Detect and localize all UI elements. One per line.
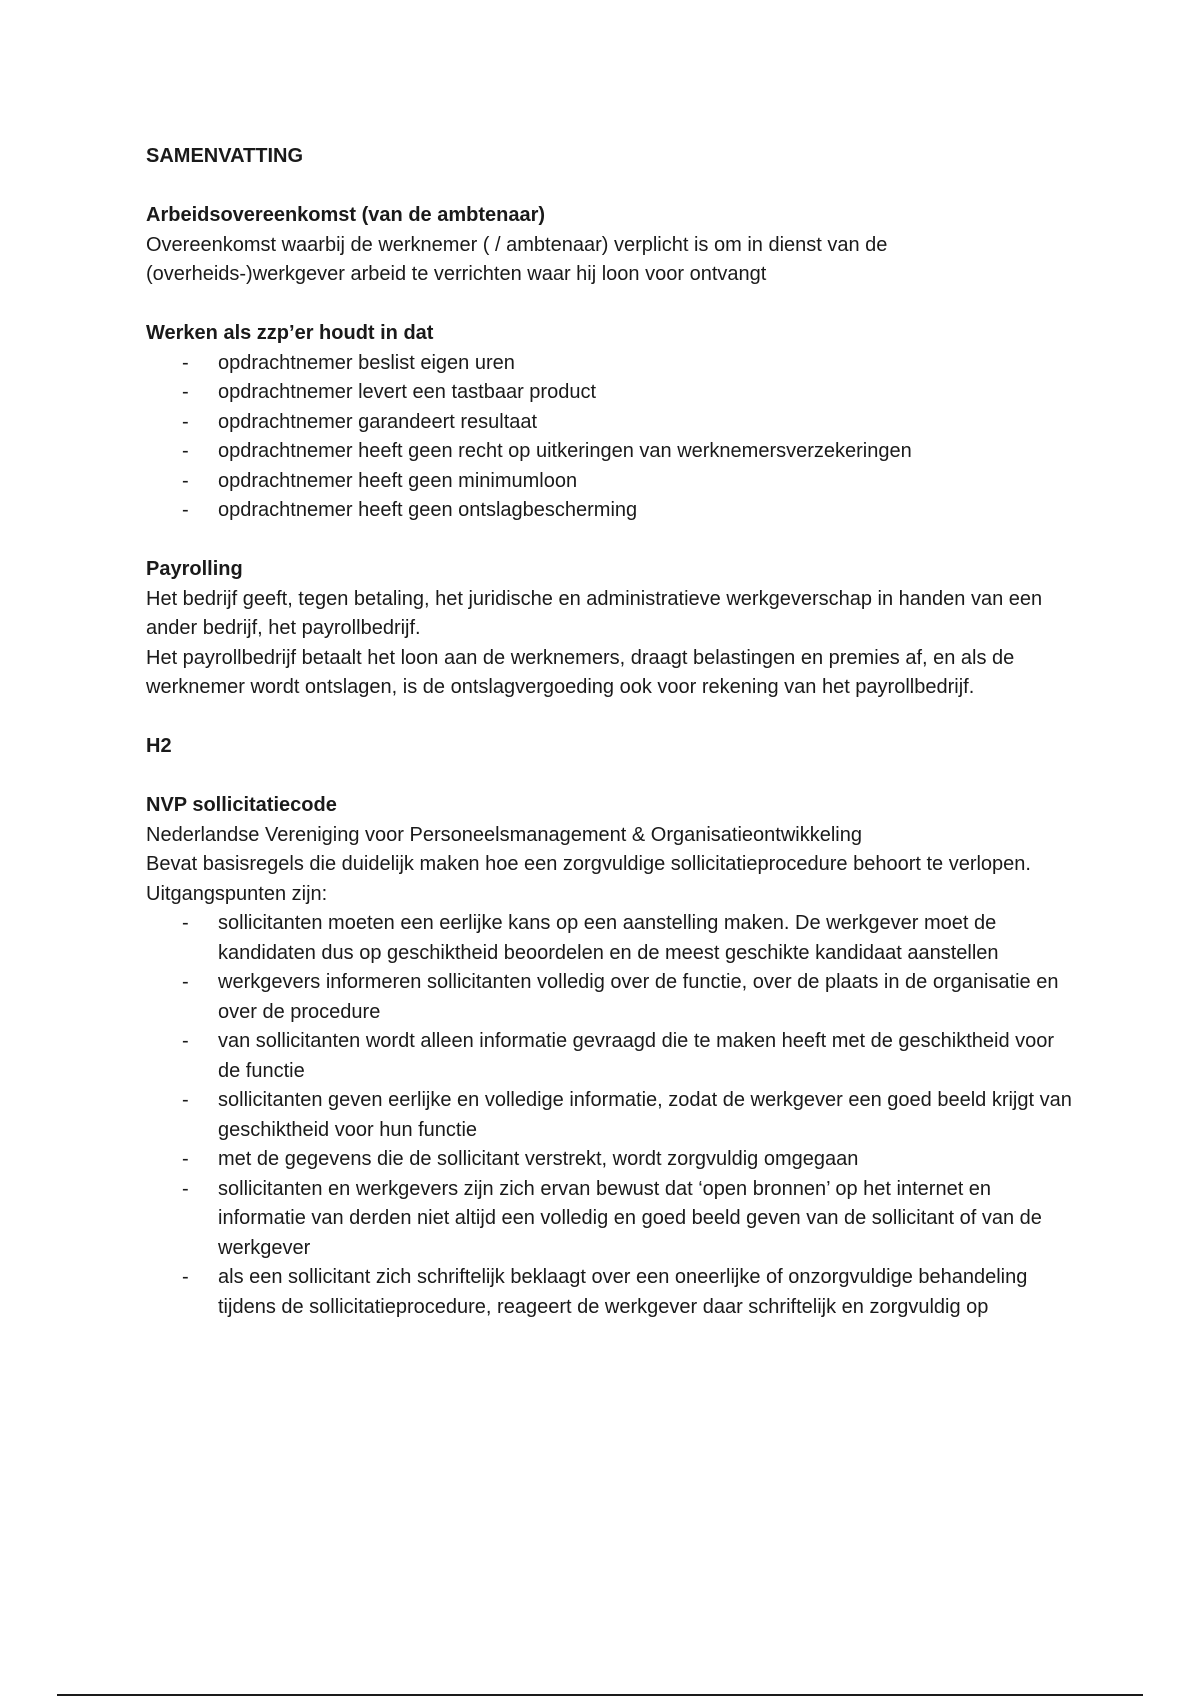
list-item — [146, 467, 1076, 497]
spacer — [146, 172, 1076, 202]
dash-marker: - — [182, 410, 189, 433]
zzp-heading: Werken als zzp’er houdt in dat — [146, 322, 434, 344]
nvp-line: Uitgangspunten zijn: — [146, 882, 328, 905]
list-item — [146, 1263, 1076, 1322]
list-item — [146, 378, 1076, 408]
document-page — [146, 142, 1076, 1322]
dash-marker: - — [182, 912, 189, 934]
dash-marker: - — [182, 1089, 189, 1111]
dash-marker: - — [182, 1266, 189, 1288]
list-item — [146, 408, 1076, 438]
list-item-text: opdrachtnemer levert een tastbaar product — [218, 381, 596, 403]
dash-marker: - — [182, 469, 189, 492]
arbeid-heading: Arbeidsovereenkomst (van de ambtenaar) — [146, 204, 546, 226]
h2-title: H2 — [146, 735, 172, 757]
dash-marker: - — [182, 351, 189, 374]
list-item — [146, 1145, 1076, 1175]
list-item — [146, 496, 1076, 526]
list-item-text: sollicitanten moeten een eerlijke kans op een aanstelling maken. De werkgever moet de kandidaten dus op geschiktheid beoordelen en de meest geschikte kandidaat aanstellen — [218, 912, 999, 964]
list-item-text: met de gegevens die de sollicitant verstrekt, wordt zorgvuldig omgegaan — [218, 1148, 859, 1170]
list-item — [146, 437, 1076, 467]
list-item — [146, 349, 1076, 379]
list-item-text: opdrachtnemer heeft geen recht op uitkeringen van werknemersverzekeringen — [218, 440, 912, 462]
spacer — [146, 526, 1076, 556]
list-item-text: als een sollicitant zich schriftelijk beklaagt over een oneerlijke of onzorgvuldige behandeling tijdens de sollicitatieprocedure, reageert de werkgever daar schriftelijk en zorgvuldig op — [218, 1266, 1028, 1318]
list-item — [146, 1175, 1076, 1264]
list-item — [146, 909, 1076, 968]
spacer — [146, 762, 1076, 792]
footer-divider — [57, 1694, 1143, 1696]
dash-marker: - — [182, 1177, 189, 1200]
nvp-line: Bevat basisregels die duidelijk maken hoe een zorgvuldige sollicitatieprocedure behoort te verlopen. — [146, 853, 1031, 875]
arbeid-text: Overeenkomst waarbij de werknemer ( / ambtenaar) verplicht is om in dienst van de (overheids-)werkgever arbeid te verrichten waar hij loon voor ontvangt — [146, 233, 888, 285]
list-item-text: opdrachtnemer garandeert resultaat — [218, 410, 538, 433]
dash-marker: - — [182, 381, 189, 403]
dash-marker: - — [182, 1148, 189, 1170]
list-item-text: van sollicitanten wordt alleen informatie gevraagd die te maken heeft met de geschiktheid voor de functie — [218, 1030, 1055, 1082]
nvp-line: Nederlandse Vereniging voor Personeelsmanagement & Organisatieontwikkeling — [146, 823, 862, 846]
dash-marker: - — [182, 1030, 189, 1052]
dash-marker: - — [182, 971, 189, 993]
list-item-text: sollicitanten geven eerlijke en volledige informatie, zodat de werkgever een goed beeld krijgt van geschiktheid voor hun functie — [218, 1089, 1072, 1141]
nvp-heading: NVP sollicitatiecode — [146, 794, 337, 816]
list-item-text: opdrachtnemer beslist eigen uren — [218, 351, 515, 374]
zzp-list — [146, 349, 1076, 526]
nvp-list — [146, 909, 1076, 1322]
spacer — [146, 290, 1076, 320]
list-item-text: opdrachtnemer heeft geen minimumloon — [218, 469, 578, 492]
list-item-text: opdrachtnemer heeft geen ontslagbescherming — [218, 499, 638, 521]
list-item-text: sollicitanten en werkgevers zijn zich ervan bewust dat ‘open bronnen’ op het internet en informatie van derden niet altijd een volledig en goed beeld geven van de sollicitant of van de werkgever — [218, 1177, 1042, 1259]
spacer — [146, 703, 1076, 733]
payrolling-heading: Payrolling — [146, 558, 243, 580]
dash-marker: - — [182, 499, 189, 521]
payrolling-paragraph: Het bedrijf geeft, tegen betaling, het juridische en administratieve werkgeverschap in handen van een ander bedrijf, het payrollbedrijf. — [146, 587, 1043, 639]
payrolling-paragraph: Het payrollbedrijf betaalt het loon aan de werknemers, draagt belastingen en premies af, en als de werknemer wordt ontslagen, is de ontslagvergoeding ook voor rekening van het payrollbedrijf. — [146, 646, 1015, 698]
list-item — [146, 968, 1076, 1027]
list-item-text: werkgevers informeren sollicitanten volledig over de functie, over de plaats in de organisatie en over de procedure — [218, 971, 1059, 1023]
list-item — [146, 1086, 1076, 1145]
dash-marker: - — [182, 440, 189, 462]
list-item — [146, 1027, 1076, 1086]
summary-title: SAMENVATTING — [146, 145, 304, 167]
